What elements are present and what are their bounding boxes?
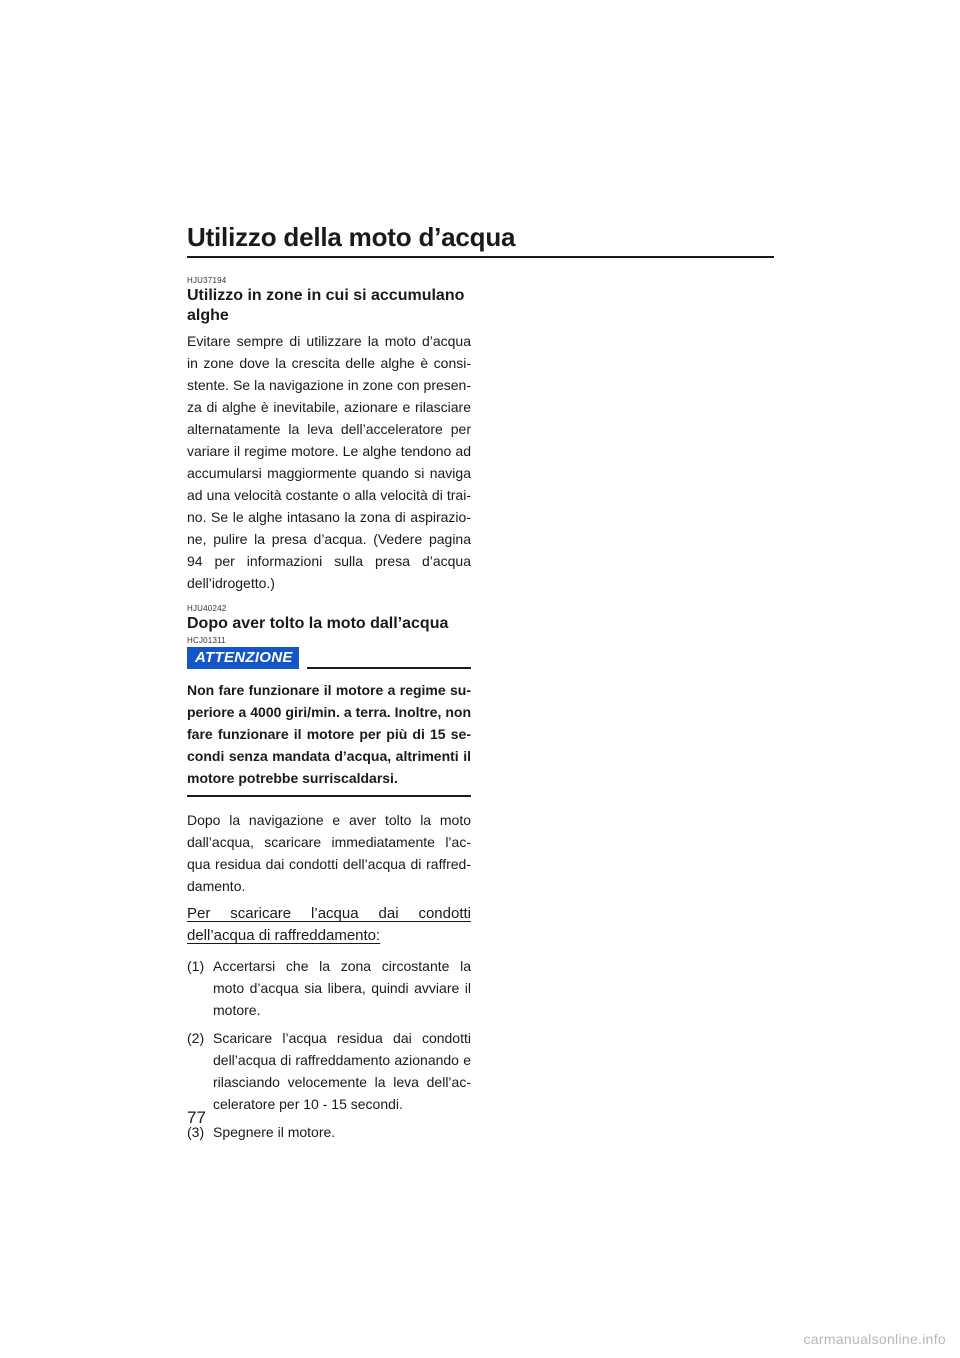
section-heading: Utilizzo in zone in cui si accumulano alghe xyxy=(187,287,465,324)
attention-header xyxy=(187,647,471,669)
attention-text: Non fare funzionare il motore a regime su-periore a 4000 giri/min. a terra. Inoltre, non fare funzionare il motore per più di 15 se-condi senza mandata d’acqua, altrimenti il motore potrebbe surriscaldarsi. xyxy=(187,682,471,786)
section-heading: Dopo aver tolto la moto dall’acqua xyxy=(187,615,449,632)
attention-box xyxy=(187,636,471,797)
procedure-step xyxy=(187,1121,471,1143)
step-text: Scaricare l’acqua residua dai condotti dell’acqua di raffreddamento azionando e rilasciando velocemente la leva dell’ac-celeratore per 10 - 15 secondi. xyxy=(213,1030,471,1112)
procedure-step xyxy=(187,955,471,1021)
attention-rule xyxy=(307,667,471,669)
section-after-removal xyxy=(187,604,471,1143)
page-number: 77 xyxy=(187,1108,206,1127)
content-column xyxy=(187,276,471,1149)
attention-code: HCJ01311 xyxy=(187,636,226,645)
step-text: Accertarsi che la zona circostante la moto d’acqua sia libera, quindi avviare il motore. xyxy=(213,958,471,1018)
attention-end-rule xyxy=(187,795,471,797)
page-header xyxy=(187,222,774,258)
procedure-steps xyxy=(187,955,471,1143)
procedure-step xyxy=(187,1027,471,1115)
watermark: carmanualsonline.info xyxy=(803,1331,946,1347)
attention-badge: ATTENZIONE xyxy=(187,647,299,669)
section-algae xyxy=(187,276,471,594)
page-title: Utilizzo della moto d’acqua xyxy=(187,222,774,258)
section-body: Evitare sempre di utilizzare la moto d’acqua in zone dove la crescita delle alghe è consi-stente. Se la navigazione in zone con presen-za di alghe è inevitabile, azionare e rilasciare alternatamente la leva dell’acceleratore per variare il regime motore. Le alghe tendono ad accumularsi maggiormente quando si naviga ad una velocità costante o alla velocità di trai-no. Se le alghe intasano la zona di aspirazio-ne, pulire la presa d’acqua. (Vedere pagina 94 per informazioni sulla presa d’acqua dell’idrogetto.) xyxy=(187,333,471,591)
section-code: HJU37194 xyxy=(187,276,227,285)
step-number: (2) xyxy=(187,1030,205,1046)
procedure-title: Per scaricare l’acqua dai condotti dell’acqua di raffreddamento: xyxy=(187,905,471,944)
section-code: HJU40242 xyxy=(187,604,227,613)
after-paragraph: Dopo la navigazione e aver tolto la moto dall’acqua, scaricare immediatamente l’ac-qua residua dai condotti dell’acqua di raffred-damento. xyxy=(187,812,471,894)
step-number: (3) xyxy=(187,1124,205,1140)
step-number: (1) xyxy=(187,958,205,974)
step-text: Spegnere il motore. xyxy=(213,1124,336,1140)
